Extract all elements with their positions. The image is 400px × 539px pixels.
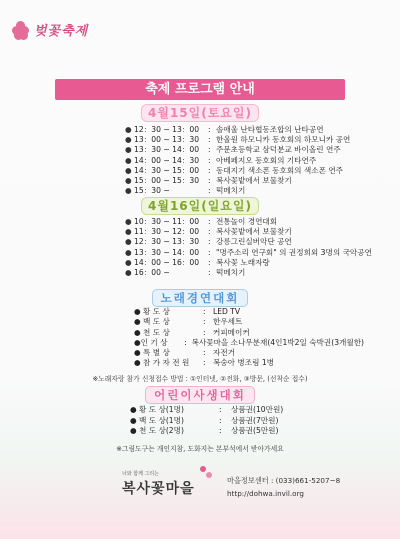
contact-phone: 마을정보센터 : (033)661-5207~8 (227, 476, 341, 485)
schedule-row: ● 16：00 ~ : 떡메치기 (125, 268, 246, 278)
day2-date (0, 197, 400, 214)
blossom-icon (206, 472, 212, 478)
kids-contest-label: 어린이사생대회 (145, 386, 255, 404)
contact-url[interactable]: http://dohwa.invil.org (227, 489, 304, 498)
schedule-row: ● 14：30 ~ 15：00 : 동대지기 색소폰 동호회의 색소폰 연주 (125, 165, 344, 175)
blossom-icon (12, 21, 30, 39)
prize-row: ● 황 도 상(1명) : 상품권(10만원) (130, 405, 284, 414)
prize-row: ● 백 도 상(1명) : 상품권(7만원) (130, 415, 279, 425)
prize-row: ● 백 도 상 : 한우세트 (134, 317, 243, 327)
prize-row: ● 천 도 상(2명) : 상품권(5만원) (130, 426, 279, 436)
day2-schedule (125, 217, 400, 278)
prize-row: ● 천 도 상 : 커피메이커 (134, 327, 250, 337)
schedule-row: ● 13：30 ~ 14：00 : "명주소리 연구회" 의 권정희외 3명의 국악공연 (125, 247, 372, 257)
schedule-row: ● 12：30 ~ 13：00 : 솔애울 난타협동조합의 난타공연 (125, 125, 324, 134)
festival-logo (12, 20, 88, 39)
kids-contest-title (0, 387, 400, 403)
day1-schedule (125, 125, 400, 196)
schedule-row: ● 14：00 ~ 16：00 : 복사꽃 노래자랑 (125, 257, 270, 267)
kids-prize-list (130, 405, 370, 437)
schedule-row: ● 10：30 ~ 11：00 : 전통놀이 경연대회 (125, 217, 278, 226)
schedule-row: ● 15：30 ~ : 떡메치기 (125, 186, 246, 196)
schedule-row: ● 15：00 ~ 15：30 : 복사꽃밭에서 보물찾기 (125, 176, 292, 186)
schedule-row: ● 12：30 ~ 13：30 : 강릉그린실버악단 공연 (125, 237, 292, 247)
schedule-row: ● 13：00 ~ 13：30 : 한울원 하모니카 동호회의 하모니카 공연 (125, 135, 351, 145)
blossom-icon (200, 466, 206, 472)
schedule-row: ● 11：30 ~ 12：00 : 복사꽃밭에서 보물찾기 (125, 227, 292, 237)
village-logo (122, 470, 212, 498)
singing-contest-title (0, 290, 400, 306)
program-banner: 축제 프로그램 안내 (55, 79, 345, 100)
prize-row: ● 인 기 상 : 복사꽃마을 소나무분재(4인1박2일 숙박권(3개월한) (134, 337, 364, 347)
singing-prize-list (134, 307, 364, 369)
day1-date (0, 104, 400, 121)
village-name: 복사꽃마을 (122, 481, 195, 497)
schedule-row: ● 13：30 ~ 14：00 : 주문초등학교 삼덕분교 바이올린 연주 (125, 145, 341, 155)
singing-contest-label: 노래경연대회 (152, 289, 249, 307)
village-tagline: 너와 함께 그리는 (122, 471, 159, 477)
singing-note: ※노래자랑 참가 신청접수 방법 : ①인터넷, ②전화, ③방문, (선착순 접수) (92, 375, 308, 383)
day2-date-label: 4월16일(일요일) (141, 197, 259, 215)
contact-info (227, 474, 340, 500)
prize-row: ● 황 도 상 : LED TV (134, 307, 241, 316)
day1-date-label: 4월15일(토요일) (141, 104, 259, 122)
kids-note: ※그림도구는 개인지참, 도화지는 본부석에서 받아가세요 (116, 445, 284, 453)
logo-text: 벚꽃축제 (34, 24, 89, 39)
prize-row: ● 특 별 상 : 자전거 (134, 348, 236, 358)
prize-row: ● 참 가 자 전 원 : 복숭아 병조림 1병 (134, 358, 275, 368)
schedule-row: ● 14：00 ~ 14：30 : 아베페지오 동호회의 기타연주 (125, 155, 317, 165)
